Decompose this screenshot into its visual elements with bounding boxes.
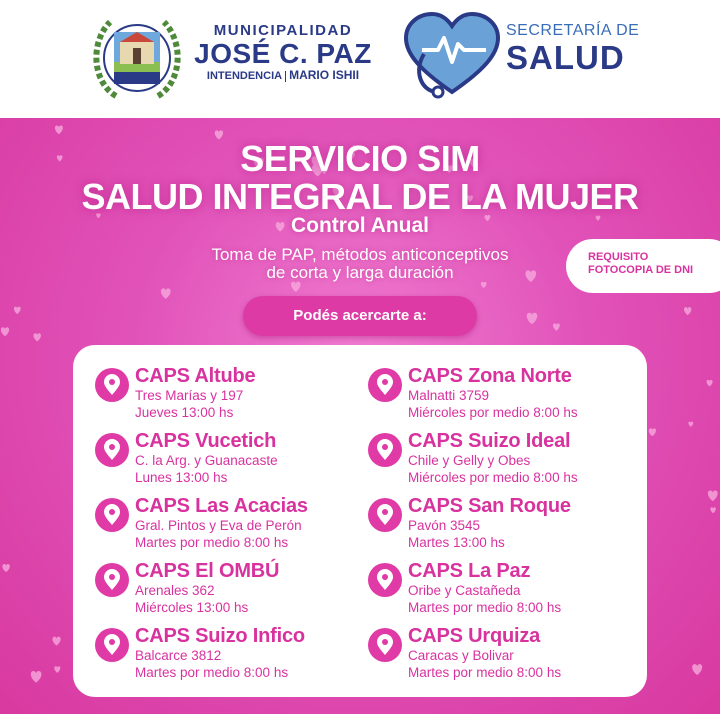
requirement-line2: FOTOCOPIA DE DNI	[588, 264, 694, 276]
heart-icon	[52, 637, 60, 646]
list-item	[95, 365, 365, 427]
caps-address: Chile y Gelly y Obes	[408, 453, 531, 468]
caps-name: CAPS San Roque	[408, 495, 571, 517]
location-pin-icon	[95, 368, 129, 402]
heart-icon	[1, 327, 9, 336]
list-item	[368, 495, 638, 557]
list-item	[368, 625, 638, 687]
location-pin-icon	[368, 368, 402, 402]
heart-stethoscope-icon	[400, 10, 504, 102]
intendencia-label: INTENDENCIA	[206, 70, 283, 82]
caps-name: CAPS La Paz	[408, 560, 531, 582]
locations-card	[73, 345, 647, 697]
municipality-line2: JOSÉ C. PAZ	[194, 38, 372, 69]
caps-name: CAPS Suizo Infico	[135, 625, 305, 647]
list-item	[368, 365, 638, 427]
location-pin-icon	[95, 433, 129, 467]
list-item	[95, 495, 365, 557]
heart-icon	[161, 288, 171, 299]
location-pin-icon	[368, 498, 402, 532]
description-line2: de corta y larga duración	[266, 263, 454, 282]
municipality-name	[194, 22, 372, 83]
caps-name: CAPS Zona Norte	[408, 365, 572, 387]
health-line1: SECRETARÍA DE	[506, 22, 640, 39]
municipal-crest-icon	[86, 12, 188, 104]
heart-icon	[291, 282, 301, 292]
list-item	[95, 560, 365, 622]
heart-icon	[55, 126, 63, 135]
caps-name: CAPS Altube	[135, 365, 256, 387]
caps-schedule: Martes por medio 8:00 hs	[408, 600, 562, 615]
heart-icon	[649, 428, 656, 436]
cta-pill: Podés acercarte a:	[243, 296, 477, 336]
location-pin-icon	[95, 563, 129, 597]
caps-name: CAPS Vucetich	[135, 430, 277, 452]
location-pin-icon	[95, 628, 129, 662]
requirement-line1: REQUISITO	[588, 251, 649, 263]
caps-address: Caracas y Bolivar	[408, 648, 514, 663]
caps-schedule: Miércoles 13:00 hs	[135, 600, 249, 615]
caps-schedule: Lunes 13:00 hs	[135, 470, 228, 485]
list-item	[95, 430, 365, 492]
caps-address: Oribe y Castañeda	[408, 583, 521, 598]
heart-icon	[707, 380, 713, 387]
municipality-line3	[194, 69, 372, 83]
municipality-line1: MUNICIPALIDAD	[213, 22, 353, 39]
caps-name: CAPS Las Acacias	[135, 495, 308, 517]
location-pin-icon	[368, 433, 402, 467]
location-pin-icon	[368, 563, 402, 597]
caps-schedule: Miércoles por medio 8:00 hs	[408, 405, 578, 420]
caps-schedule: Martes por medio 8:00 hs	[135, 665, 289, 680]
health-line2: SALUD	[506, 39, 625, 76]
caps-address: Balcarce 3812	[135, 648, 222, 663]
heart-icon	[2, 564, 9, 572]
subtitle: Control Anual	[290, 214, 430, 237]
heart-icon	[54, 666, 60, 673]
heart-icon	[481, 282, 487, 288]
heart-icon	[14, 307, 21, 314]
heart-icon	[692, 664, 702, 675]
caps-schedule: Martes 13:00 hs	[408, 535, 505, 550]
requirement-badge	[566, 239, 720, 293]
caps-address: Malnatti 3759	[408, 388, 490, 403]
health-secretariat-name	[506, 22, 639, 76]
heart-icon	[708, 491, 718, 502]
heart-icon	[527, 313, 538, 324]
caps-schedule: Martes por medio 8:00 hs	[408, 665, 562, 680]
caps-address: Pavón 3545	[408, 518, 481, 533]
heart-icon	[33, 333, 40, 341]
caps-address: Gral. Pintos y Eva de Perón	[135, 518, 302, 533]
caps-name: CAPS Suizo Ideal	[408, 430, 571, 452]
caps-address: C. la Arg. y Guanacaste	[135, 453, 278, 468]
heart-icon	[710, 507, 716, 513]
poster	[0, 118, 720, 714]
caps-schedule: Miércoles por medio 8:00 hs	[408, 470, 578, 485]
header	[0, 0, 720, 118]
caps-schedule: Martes por medio 8:00 hs	[135, 535, 289, 550]
caps-schedule: Jueves 13:00 hs	[135, 405, 234, 420]
description	[160, 246, 560, 282]
list-item	[95, 625, 365, 687]
heart-icon	[684, 307, 691, 315]
location-pin-icon	[95, 498, 129, 532]
description-line1: Toma de PAP, métodos anticonceptivos	[211, 245, 509, 264]
mayor-name: MARIO ISHII	[289, 68, 360, 82]
location-pin-icon	[368, 628, 402, 662]
caps-name: CAPS El OMBÚ	[135, 560, 280, 582]
heart-icon	[31, 671, 42, 683]
heart-icon	[688, 422, 693, 427]
title-line1: SERVICIO SIM	[240, 138, 480, 179]
caps-address: Arenales 362	[135, 583, 215, 598]
caps-name: CAPS Urquiza	[408, 625, 541, 647]
divider	[285, 71, 286, 82]
caps-address: Tres Marías y 197	[135, 388, 244, 403]
list-item	[368, 560, 638, 622]
title-line2: SALUD INTEGRAL DE LA MUJER	[81, 176, 639, 217]
heart-icon	[553, 323, 560, 330]
list-item	[368, 430, 638, 492]
